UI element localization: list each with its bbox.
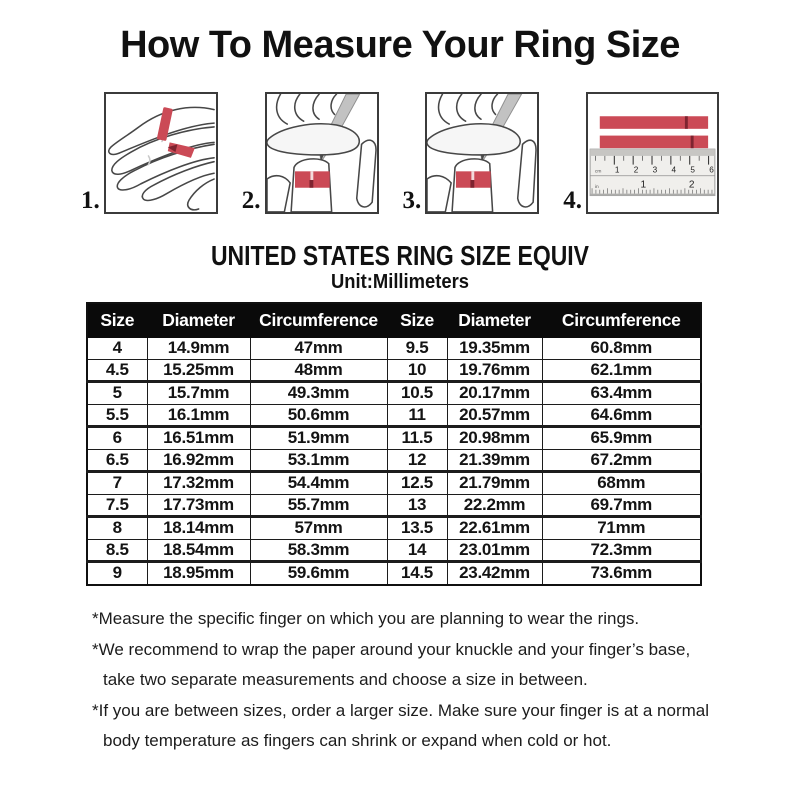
page-title: How To Measure Your Ring Size: [120, 24, 680, 66]
column-header-size: Size: [87, 303, 147, 338]
column-header-diameter: Diameter: [447, 303, 542, 338]
red-paper-strip: [294, 171, 329, 187]
table-cell: 23.42mm: [447, 562, 542, 585]
ruler-cm-label: 1: [614, 165, 620, 175]
step-1-number: 1.: [81, 187, 100, 214]
red-paper-strip: [156, 107, 194, 158]
table-cell: 14.9mm: [147, 338, 250, 360]
table-cell: 64.6mm: [542, 404, 701, 427]
hand-with-paper-strip-illustration: [106, 94, 216, 212]
table-cell: 6: [87, 427, 147, 450]
table-row: [87, 472, 701, 495]
table-cell: 67.2mm: [542, 449, 701, 472]
table-row: [87, 382, 701, 405]
note-text: *If you are between sizes, order a larger size. Make sure your finger is at a normal: [92, 700, 710, 720]
step-2: [242, 92, 379, 214]
table-cell: 14: [387, 539, 447, 562]
table-cell: 16.92mm: [147, 449, 250, 472]
table-cell: 59.6mm: [250, 562, 387, 585]
ruler-cm-label: 5: [690, 165, 695, 175]
table-cell: 8: [87, 517, 147, 540]
table-cell: 21.39mm: [447, 449, 542, 472]
table-cell: 4: [87, 338, 147, 360]
table-cell: 58.3mm: [250, 539, 387, 562]
table-cell: 11.5: [387, 427, 447, 450]
table-cell: 16.51mm: [147, 427, 250, 450]
step-4-panel: [586, 92, 719, 214]
note: [92, 635, 792, 696]
table-row: [87, 517, 701, 540]
table-cell: 10.5: [387, 382, 447, 405]
table-cell: 22.2mm: [447, 494, 542, 517]
table-subheading: Unit:Millimeters: [330, 271, 470, 293]
table-cell: 72.3mm: [542, 539, 701, 562]
ruler-inch-unit: in: [594, 184, 599, 190]
ruler-cm-label: 3: [652, 165, 658, 175]
table-cell: 63.4mm: [542, 382, 701, 405]
strips-and-ruler-illustration: [588, 94, 717, 212]
table-row: [87, 562, 701, 585]
table-cell: 68mm: [542, 472, 701, 495]
ruler-cm-label: 2: [633, 165, 639, 175]
note-text: *We recommend to wrap the paper around your knuckle and your finger’s base,: [92, 639, 691, 659]
table-cell: 15.25mm: [147, 359, 250, 382]
note: [92, 604, 792, 635]
table-cell: 73.6mm: [542, 562, 701, 585]
table-cell: 5: [87, 382, 147, 405]
table-row: [87, 539, 701, 562]
table-cell: 60.8mm: [542, 338, 701, 360]
table-cell: 13: [387, 494, 447, 517]
table-cell: 5.5: [87, 404, 147, 427]
table-cell: 55.7mm: [250, 494, 387, 517]
red-paper-strip: [456, 171, 491, 187]
table-cell: 69.7mm: [542, 494, 701, 517]
ruler-inch-label: 2: [688, 179, 695, 191]
table-cell: 11: [387, 404, 447, 427]
table-cell: 12: [387, 449, 447, 472]
table-cell: 18.14mm: [147, 517, 250, 540]
table-cell: 14.5: [387, 562, 447, 585]
table-cell: 51.9mm: [250, 427, 387, 450]
ruler-cm-unit: cm: [594, 169, 602, 175]
red-paper-strips: [600, 116, 708, 148]
step-3-panel: [425, 92, 539, 214]
table-cell: 10: [387, 359, 447, 382]
table-row: [87, 427, 701, 450]
table-cell: 18.54mm: [147, 539, 250, 562]
table-cell: 8.5: [87, 539, 147, 562]
table-cell: 62.1mm: [542, 359, 701, 382]
step-2-panel: [265, 92, 379, 214]
note: [92, 696, 792, 757]
column-header-circumference: Circumference: [250, 303, 387, 338]
table-body: [87, 338, 701, 585]
table-heading: UNITED STATES RING SIZE EQUIV: [210, 240, 590, 271]
pen-marking-strip-illustration: [427, 94, 537, 212]
table-row: [87, 338, 701, 360]
steps-row: [0, 92, 800, 214]
table-cell: 9.5: [387, 338, 447, 360]
table-cell: 22.61mm: [447, 517, 542, 540]
table-cell: 49.3mm: [250, 382, 387, 405]
table-cell: 53.1mm: [250, 449, 387, 472]
table-row: [87, 494, 701, 517]
ring-size-table: [86, 302, 702, 586]
table-row: [87, 449, 701, 472]
table-cell: 19.35mm: [447, 338, 542, 360]
table-cell: 17.73mm: [147, 494, 250, 517]
table-cell: 50.6mm: [250, 404, 387, 427]
note-text: *Measure the specific finger on which you are planning to wear the rings.: [92, 609, 640, 628]
table-cell: 7: [87, 472, 147, 495]
step-1: [81, 92, 218, 214]
note-text: body temperature as fingers can shrink or expand when cold or hot.: [103, 731, 612, 750]
pen-marking-strip-illustration: [267, 94, 377, 212]
table-cell: 6.5: [87, 449, 147, 472]
ruler-cm-label: 4: [671, 165, 677, 175]
ruler-inch-label: 1: [640, 179, 647, 191]
note-text: take two separate measurements and choose a size in between.: [103, 670, 588, 689]
table-cell: 17.32mm: [147, 472, 250, 495]
ruler-icon: [590, 149, 715, 196]
table-cell: 4.5: [87, 359, 147, 382]
measurement-notes: [92, 604, 792, 757]
step-1-panel: [104, 92, 218, 214]
table-cell: 65.9mm: [542, 427, 701, 450]
table-cell: 20.17mm: [447, 382, 542, 405]
table-cell: 15.7mm: [147, 382, 250, 405]
table-cell: 23.01mm: [447, 539, 542, 562]
table-cell: 48mm: [250, 359, 387, 382]
table-cell: 18.95mm: [147, 562, 250, 585]
table-cell: 57mm: [250, 517, 387, 540]
table-cell: 21.79mm: [447, 472, 542, 495]
table-cell: 20.98mm: [447, 427, 542, 450]
table-row: [87, 359, 701, 382]
table-cell: 20.57mm: [447, 404, 542, 427]
table-cell: 19.76mm: [447, 359, 542, 382]
column-header-diameter: Diameter: [147, 303, 250, 338]
table-row: [87, 404, 701, 427]
table-cell: 47mm: [250, 338, 387, 360]
table-cell: 7.5: [87, 494, 147, 517]
table-cell: 12.5: [387, 472, 447, 495]
step-3-number: 3.: [402, 187, 422, 214]
table-cell: 16.1mm: [147, 404, 250, 427]
table-cell: 54.4mm: [250, 472, 387, 495]
column-header-circumference: Circumference: [542, 303, 701, 338]
step-2-number: 2.: [241, 187, 261, 214]
column-header-size: Size: [387, 303, 447, 338]
table-header-row: [87, 303, 701, 338]
table-cell: 13.5: [387, 517, 447, 540]
table-cell: 71mm: [542, 517, 701, 540]
step-4-number: 4.: [563, 187, 582, 214]
step-4: [563, 92, 719, 214]
step-3: [403, 92, 540, 214]
ruler-cm-label: 6: [709, 165, 714, 175]
table-cell: 9: [87, 562, 147, 585]
